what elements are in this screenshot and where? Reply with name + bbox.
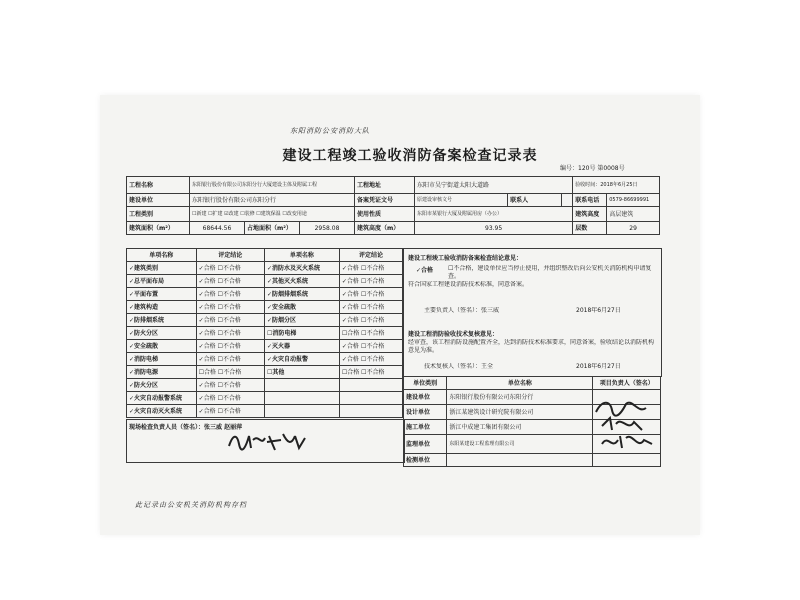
checklist-item: ✓火灾自动报警系统 — [127, 392, 197, 405]
checklist-result: ✓合格 ☐不合格 — [196, 392, 264, 405]
checklist-result: ✓合格 ☐不合格 — [196, 301, 264, 314]
review-title: 建设工程消防验收技术复核意见： — [408, 331, 499, 338]
acceptance-date: 验收时间：2018年6月25日 — [573, 177, 660, 194]
checklist-item: ☐其他 — [264, 366, 339, 379]
checker-label: 现场检查负责人员（签名）：张三威 赵丽萍 — [129, 424, 243, 431]
checklist-result: ✓合格 ☐不合格 — [339, 288, 402, 301]
checklist-item: ✓建筑类别 — [127, 262, 197, 275]
opinion-text-fail: ☐不合格，建设单位应当停止使用，并组织整改后向公安机关消防机构申请复查。 — [448, 265, 652, 280]
building-area: 68644.56 — [190, 222, 245, 235]
checklist-item: ✓防火分区 — [127, 379, 197, 392]
checklist-item: ✓消防水及灭火系统 — [264, 262, 339, 275]
use-nature: 东阳市某银行大厦及附属用房（办公） — [415, 207, 573, 222]
label-project-addr: 工程地址 — [355, 177, 415, 194]
checklist-result: ✓合格 ☐不合格 — [196, 314, 264, 327]
review-signer: 技术复核人（签名）：王全 — [424, 363, 494, 370]
project-name: 东阳银行股份有限公司东阳分行大厦建设主体及附属工程 — [190, 177, 355, 194]
checklist-result: ✓合格 ☐不合格 — [196, 288, 264, 301]
record-no-label: 原建设审核文号 — [415, 194, 508, 207]
label-height-class: 建筑高度 — [573, 207, 607, 222]
label-record-no: 备案凭证文号 — [355, 194, 415, 207]
col-item-2: 单项名称 — [264, 249, 339, 262]
checklist-item: ✓防火分区 — [127, 327, 197, 340]
col-unit-name: 单位名称 — [447, 377, 593, 390]
label-building-height: 建筑高度（m） — [355, 222, 415, 235]
opinion-block — [403, 248, 662, 377]
checklist-result: ✓合格 ☐不合格 — [339, 353, 402, 366]
checklist-result: ✓合格 ☐不合格 — [339, 262, 402, 275]
opinion-text-pass: 符合国家工程建设消防技术标准，同意备案。 — [408, 281, 529, 288]
col-unit-type: 单位类别 — [404, 377, 447, 390]
col-result-2: 评定结论 — [339, 249, 402, 262]
builder-name: 东阳银行股份有限公司东阳分行 — [190, 194, 355, 207]
checker-signature-2 — [265, 428, 315, 454]
label-floors: 层数 — [573, 222, 607, 235]
record-number: 编号：120号 第0008号 — [560, 165, 625, 172]
checklist-item: ✓其他灭火系统 — [264, 275, 339, 288]
checklist-item: ✓防烟分区 — [264, 314, 339, 327]
inspection-checklist — [126, 248, 403, 418]
review-date: 2018年6月27日 — [576, 363, 621, 370]
issuing-agency: 东阳消防公安消防大队 — [290, 127, 370, 135]
col-result-1: 评定结论 — [196, 249, 264, 262]
checklist-item: ✓建筑构造 — [127, 301, 197, 314]
project-info-table — [126, 176, 660, 235]
checklist-result: ✓合格 ☐不合格 — [196, 327, 264, 340]
party-name: 浙江某建筑设计研究院有限公司 — [447, 405, 593, 420]
checklist-item: ✓消防电源 — [127, 366, 197, 379]
party-type: 施工单位 — [404, 420, 447, 435]
checklist-item: ✓平面布置 — [127, 288, 197, 301]
checklist-result: ✓合格 ☐不合格 — [339, 301, 402, 314]
checklist-result: ✓合格 ☐不合格 — [196, 262, 264, 275]
checklist-result: ✓合格 ☐不合格 — [196, 405, 264, 418]
party-type: 设计单位 — [404, 405, 447, 420]
checklist-result: ✓合格 ☐不合格 — [339, 340, 402, 353]
label-use: 使用性质 — [355, 207, 415, 222]
label-project-name: 工程名称 — [127, 177, 190, 194]
label-area: 建筑面积（m²） — [127, 222, 190, 235]
review-text: 经审查，该工程消防设施配置齐全，达到消防技术标准要求，同意备案，验收结论以消防机构意见为准。 — [408, 339, 655, 354]
opinion-title: 建设工程竣工验收消防备案检查结论意见： — [408, 255, 523, 262]
checklist-item: ✓安全疏散 — [127, 340, 197, 353]
checklist-item: ✓火灾自动报警 — [264, 353, 339, 366]
party-type: 建设单位 — [404, 390, 447, 405]
label-contact: 联系人 — [508, 194, 562, 207]
checklist-result: ✓合格 ☐不合格 — [196, 340, 264, 353]
party-name: 浙江中成建工集团有限公司 — [447, 420, 593, 435]
contractor-signature — [598, 430, 658, 452]
height-class: 高层建筑 — [607, 207, 660, 222]
checklist-result: ✓合格 ☐不合格 — [339, 314, 402, 327]
party-name — [447, 454, 593, 467]
col-item-1: 单项名称 — [127, 249, 197, 262]
party-name: 东阳某建设工程监理有限公司 — [447, 435, 593, 454]
checklist-result: ✓合格 ☐不合格 — [339, 275, 402, 288]
opinion-check-pass: ✓合格 — [416, 267, 434, 274]
checklist-result: ✓合格 ☐不合格 — [196, 275, 264, 288]
party-type: 检测单位 — [404, 454, 447, 467]
party-type: 监理单位 — [404, 435, 447, 454]
checklist-item: ☐消防电梯 — [264, 327, 339, 340]
checklist-item: ✓消防电梯 — [127, 353, 197, 366]
project-address: 东阳市吴宁街道太阳大道路 — [415, 177, 573, 194]
checklist-item: ✓防排烟系统 — [127, 314, 197, 327]
footer-note: 此记录由公安机关消防机构存档 — [135, 501, 247, 509]
floor-area: 2958.08 — [300, 222, 355, 235]
checklist-item: ✓灭火器 — [264, 340, 339, 353]
building-height: 93.95 — [415, 222, 573, 235]
col-unit-sign: 项目负责人（签名） — [593, 377, 661, 390]
checklist-item: ✓火灾自动灭火系统 — [127, 405, 197, 418]
party-name: 东阳银行股份有限公司东阳分行 — [447, 390, 593, 405]
label-builder: 建设单位 — [127, 194, 190, 207]
checklist-result: ☐合格 ☐不合格 — [339, 366, 402, 379]
floor-count: 29 — [607, 222, 660, 235]
label-category: 工程类别 — [127, 207, 190, 222]
checklist-result: ☐合格 ☐不合格 — [196, 366, 264, 379]
label-floor-area: 占地面积（m²） — [245, 222, 300, 235]
opinion-date: 2018年6月27日 — [576, 307, 621, 314]
project-category: ☐新建 ☐扩建 ☑改建 ☐装修 ☐建筑保温 ☐改变用途 — [190, 207, 355, 222]
checklist-result: ✓合格 ☐不合格 — [196, 379, 264, 392]
opinion-signer: 主要负责人（签名）：张三威 — [424, 307, 500, 314]
checklist-result: ☐合格 ☐不合格 — [339, 327, 402, 340]
label-phone: 联系电话 — [573, 194, 607, 207]
checklist-item: ✓总平面布局 — [127, 275, 197, 288]
checklist-item: ✓安全疏散 — [264, 301, 339, 314]
checklist-item: ✓防烟排烟系统 — [264, 288, 339, 301]
checklist-result: ✓合格 ☐不合格 — [196, 353, 264, 366]
page-title: 建设工程竣工验收消防备案检查记录表 — [282, 148, 538, 164]
phone-number: 0579-86699991 — [607, 194, 660, 207]
